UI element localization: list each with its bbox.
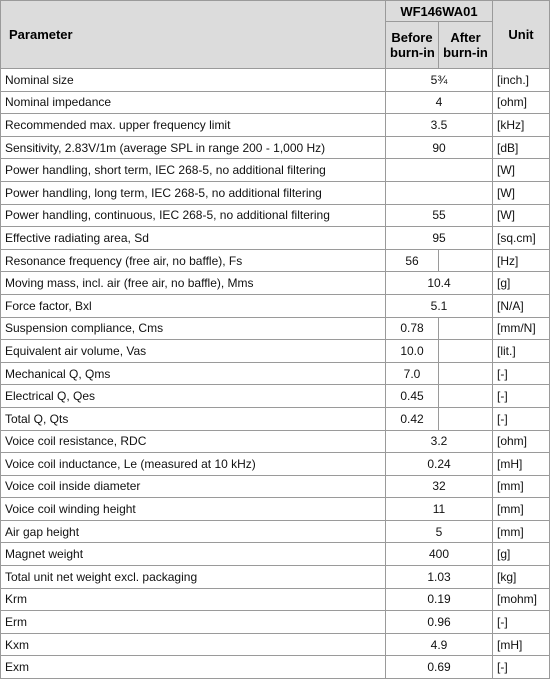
unit-cell: [kg] bbox=[493, 566, 550, 589]
before-burn-in-line2: burn-in bbox=[390, 45, 435, 60]
value-cell: 0.19 bbox=[386, 588, 493, 611]
after-burn-in-value bbox=[439, 317, 493, 340]
table-row bbox=[1, 543, 550, 566]
parameter-header: Parameter bbox=[1, 1, 386, 69]
table-row bbox=[1, 453, 550, 476]
table-row bbox=[1, 430, 550, 453]
parameter-cell: Krm bbox=[1, 588, 386, 611]
parameter-cell: Suspension compliance, Cms bbox=[1, 317, 386, 340]
unit-cell: [W] bbox=[493, 181, 550, 204]
value-cell: 5 bbox=[386, 520, 493, 543]
table-row bbox=[1, 136, 550, 159]
unit-cell: [sq.cm] bbox=[493, 227, 550, 250]
unit-cell: [mH] bbox=[493, 453, 550, 476]
unit-cell: [mH] bbox=[493, 633, 550, 656]
value-cell: 5¾ bbox=[386, 69, 493, 92]
table-row bbox=[1, 566, 550, 589]
parameter-cell: Total unit net weight excl. packaging bbox=[1, 566, 386, 589]
parameter-cell: Force factor, Bxl bbox=[1, 294, 386, 317]
parameter-cell: Resonance frequency (free air, no baffle), Fs bbox=[1, 249, 386, 272]
parameter-cell: Moving mass, incl. air (free air, no baffle), Mms bbox=[1, 272, 386, 295]
table-row bbox=[1, 159, 550, 182]
parameter-cell: Kxm bbox=[1, 633, 386, 656]
table-row bbox=[1, 611, 550, 634]
table-row bbox=[1, 633, 550, 656]
parameter-cell: Voice coil inside diameter bbox=[1, 475, 386, 498]
before-burn-in-value: 0.42 bbox=[386, 407, 439, 430]
after-burn-in-value bbox=[439, 407, 493, 430]
value-cell: 0.24 bbox=[386, 453, 493, 476]
parameter-cell: Magnet weight bbox=[1, 543, 386, 566]
table-row bbox=[1, 69, 550, 92]
table-row bbox=[1, 498, 550, 521]
table-row bbox=[1, 317, 550, 340]
table-row bbox=[1, 520, 550, 543]
parameter-cell: Nominal impedance bbox=[1, 91, 386, 114]
unit-cell: [dB] bbox=[493, 136, 550, 159]
model-header: WF146WA01 bbox=[386, 1, 493, 22]
unit-cell: [-] bbox=[493, 362, 550, 385]
before-burn-in-value: 7.0 bbox=[386, 362, 439, 385]
value-cell: 4 bbox=[386, 91, 493, 114]
after-burn-in-value bbox=[439, 362, 493, 385]
after-burn-in-line1: After bbox=[450, 30, 481, 45]
parameter-cell: Power handling, short term, IEC 268-5, no additional filtering bbox=[1, 159, 386, 182]
value-cell: 11 bbox=[386, 498, 493, 521]
before-burn-in-value: 56 bbox=[386, 249, 439, 272]
table-row bbox=[1, 91, 550, 114]
before-burn-in-value: 10.0 bbox=[386, 340, 439, 363]
parameter-cell: Power handling, continuous, IEC 268-5, no additional filtering bbox=[1, 204, 386, 227]
unit-cell: [ohm] bbox=[493, 430, 550, 453]
after-burn-in-value bbox=[439, 340, 493, 363]
unit-cell: [ohm] bbox=[493, 91, 550, 114]
value-cell: 5.1 bbox=[386, 294, 493, 317]
table-row bbox=[1, 656, 550, 679]
table-row bbox=[1, 249, 550, 272]
table-row bbox=[1, 204, 550, 227]
value-cell: 1.03 bbox=[386, 566, 493, 589]
parameter-cell: Nominal size bbox=[1, 69, 386, 92]
parameter-cell: Mechanical Q, Qms bbox=[1, 362, 386, 385]
parameter-cell: Power handling, long term, IEC 268-5, no additional filtering bbox=[1, 181, 386, 204]
parameter-cell: Effective radiating area, Sd bbox=[1, 227, 386, 250]
table-row bbox=[1, 407, 550, 430]
value-cell: 3.2 bbox=[386, 430, 493, 453]
parameter-cell: Sensitivity, 2.83V/1m (average SPL in range 200 - 1,000 Hz) bbox=[1, 136, 386, 159]
unit-cell: [g] bbox=[493, 272, 550, 295]
unit-cell: [W] bbox=[493, 159, 550, 182]
value-cell: 55 bbox=[386, 204, 493, 227]
table-row bbox=[1, 114, 550, 137]
parameter-cell: Total Q, Qts bbox=[1, 407, 386, 430]
unit-cell: [g] bbox=[493, 543, 550, 566]
parameter-cell: Erm bbox=[1, 611, 386, 634]
unit-cell: [mm] bbox=[493, 475, 550, 498]
table-row bbox=[1, 362, 550, 385]
before-burn-in-header bbox=[386, 22, 439, 69]
before-burn-in-line1: Before bbox=[391, 30, 433, 45]
parameter-cell: Voice coil resistance, RDC bbox=[1, 430, 386, 453]
unit-cell: [-] bbox=[493, 611, 550, 634]
table-row bbox=[1, 181, 550, 204]
table-body bbox=[1, 69, 550, 679]
parameter-cell: Voice coil winding height bbox=[1, 498, 386, 521]
value-cell: 3.5 bbox=[386, 114, 493, 137]
unit-cell: [mm/N] bbox=[493, 317, 550, 340]
parameter-cell: Voice coil inductance, Le (measured at 10 kHz) bbox=[1, 453, 386, 476]
value-cell: 0.69 bbox=[386, 656, 493, 679]
parameter-cell: Air gap height bbox=[1, 520, 386, 543]
unit-cell: [N/A] bbox=[493, 294, 550, 317]
table-row bbox=[1, 272, 550, 295]
unit-cell: [mm] bbox=[493, 498, 550, 521]
unit-cell: [Hz] bbox=[493, 249, 550, 272]
table-row bbox=[1, 340, 550, 363]
unit-header: Unit bbox=[493, 1, 550, 69]
unit-cell: [-] bbox=[493, 385, 550, 408]
value-cell: 32 bbox=[386, 475, 493, 498]
value-cell: 400 bbox=[386, 543, 493, 566]
table-row bbox=[1, 588, 550, 611]
before-burn-in-value: 0.45 bbox=[386, 385, 439, 408]
after-burn-in-header bbox=[439, 22, 493, 69]
value-cell bbox=[386, 181, 493, 204]
unit-cell: [inch.] bbox=[493, 69, 550, 92]
after-burn-in-value bbox=[439, 249, 493, 272]
table-row bbox=[1, 227, 550, 250]
unit-cell: [mohm] bbox=[493, 588, 550, 611]
table-row bbox=[1, 475, 550, 498]
value-cell: 90 bbox=[386, 136, 493, 159]
before-burn-in-value: 0.78 bbox=[386, 317, 439, 340]
value-cell: 10.4 bbox=[386, 272, 493, 295]
parameter-cell: Recommended max. upper frequency limit bbox=[1, 114, 386, 137]
value-cell bbox=[386, 159, 493, 182]
value-cell: 4.9 bbox=[386, 633, 493, 656]
parameter-cell: Exm bbox=[1, 656, 386, 679]
unit-cell: [-] bbox=[493, 656, 550, 679]
after-burn-in-line2: burn-in bbox=[443, 45, 488, 60]
unit-cell: [W] bbox=[493, 204, 550, 227]
unit-cell: [-] bbox=[493, 407, 550, 430]
value-cell: 0.96 bbox=[386, 611, 493, 634]
parameter-cell: Electrical Q, Qes bbox=[1, 385, 386, 408]
table-row bbox=[1, 385, 550, 408]
value-cell: 95 bbox=[386, 227, 493, 250]
unit-cell: [kHz] bbox=[493, 114, 550, 137]
unit-cell: [mm] bbox=[493, 520, 550, 543]
after-burn-in-value bbox=[439, 385, 493, 408]
table-row bbox=[1, 294, 550, 317]
parameter-cell: Equivalent air volume, Vas bbox=[1, 340, 386, 363]
unit-cell: [lit.] bbox=[493, 340, 550, 363]
